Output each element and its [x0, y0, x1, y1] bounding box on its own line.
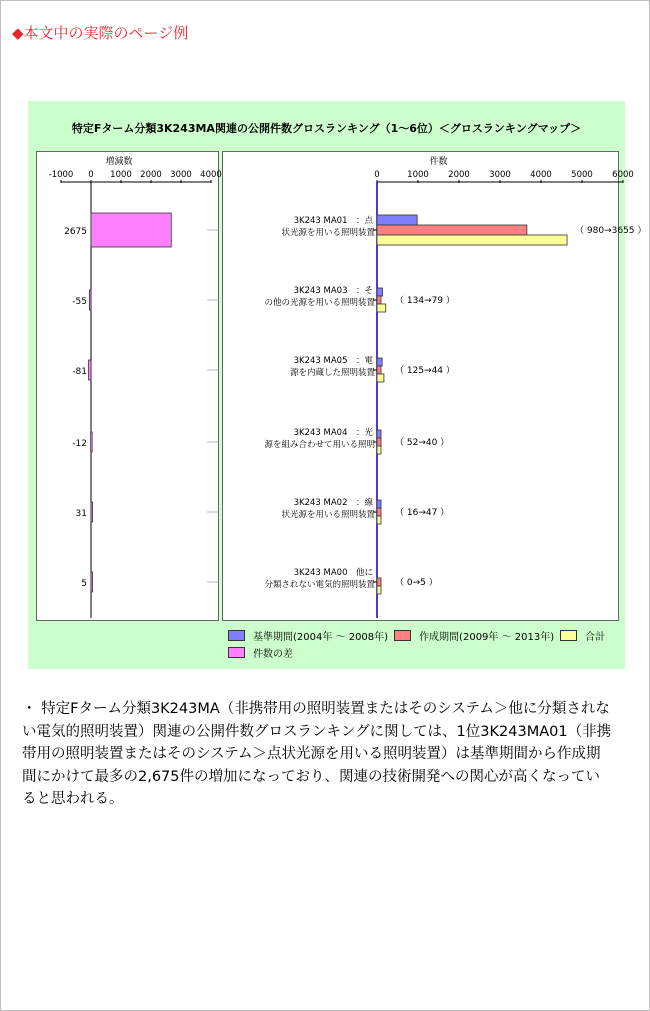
count-bar-0: [377, 288, 382, 296]
legend-label-diff: 件数の差: [253, 649, 293, 660]
legend-label-base: 基準期間(2004年 ～ 2008年): [253, 632, 389, 643]
count-category-label: 3K243 MA04 ：光: [293, 428, 373, 438]
count-tick-label: 1000: [407, 170, 429, 180]
count-category-label: 源を内蔵した照明装置: [289, 368, 375, 378]
difference-bar-chart: [37, 152, 222, 620]
body-paragraph: ・ 特定Fターム分類3K243MA（非携帯用の照明装置またはそのシステム＞他に分類されない電気的照明装置）関連の公開件数グロスランキングに関しては、1位3K243MA01（非携帯用の照明装置またはそのシステム＞点状光源を用いる照明装置）は基準期間から作成期間にかけて最多の2,675件の増加になっており、関連の技術開発への関心が高くなっていると思われる。: [22, 701, 612, 807]
chart-title: 特定Fターム分類3K243MA関連の公開件数グロスランキング（1～6位）＜グロスランキングマップ＞: [71, 122, 582, 135]
difference-tick-label: 4000: [200, 170, 222, 180]
count-category-label: 3K243 MA03 ：そ: [293, 286, 373, 296]
count-bar-2: [377, 516, 381, 524]
difference-axis-title: 増減数: [105, 157, 133, 167]
count-bar-1: [377, 366, 381, 374]
count-tick-label: 0: [374, 170, 380, 180]
legend-swatch-total: [560, 630, 577, 641]
count-tick-label: 3000: [489, 170, 511, 180]
difference-value-label: 2675: [64, 227, 87, 237]
legend-row-2: [228, 644, 611, 661]
count-bar-2: [377, 586, 381, 594]
count-change-annotation: （ 16→47 ）: [395, 508, 450, 518]
difference-panel: [36, 151, 222, 621]
count-bar-2: [377, 446, 381, 454]
count-axis-title: 件数: [429, 157, 448, 167]
count-bar-0: [377, 430, 381, 438]
difference-value-label: -55: [72, 297, 87, 307]
count-category-label: 状光源を用いる照明装置: [281, 510, 375, 520]
count-tick-label: 5000: [571, 170, 593, 180]
count-category-label: 3K243 MA01 ：点: [293, 216, 373, 226]
legend-swatch-base: [228, 630, 245, 641]
legend-row-1: [228, 627, 611, 644]
difference-value-label: -81: [72, 367, 87, 377]
difference-tick-label: 3000: [170, 170, 192, 180]
chart-legend: [228, 627, 611, 661]
difference-bar: [89, 360, 91, 380]
count-change-annotation: （ 980→3655 ）: [575, 226, 647, 236]
difference-bar: [91, 502, 93, 522]
difference-tick-label: 1000: [110, 170, 132, 180]
count-category-label: の他の光源を用いる照明装置: [264, 298, 375, 308]
count-bar-1: [377, 225, 527, 235]
count-change-annotation: （ 125→44 ）: [395, 366, 455, 376]
count-bar-0: [377, 215, 417, 225]
legend-label-total: 合計: [585, 632, 606, 643]
count-bar-0: [377, 500, 381, 508]
count-change-annotation: （ 134→79 ）: [395, 296, 455, 306]
count-tick-label: 4000: [530, 170, 552, 180]
legend-label-target: 作成期間(2009年 ～ 2013年): [419, 632, 555, 643]
count-category-label: 状光源を用いる照明装置: [281, 228, 375, 238]
count-category-label: 3K243 MA00 他に: [293, 568, 373, 578]
page-heading: ◆本文中の実際のページ例: [12, 24, 189, 42]
difference-bar: [91, 213, 171, 247]
legend-swatch-diff: [228, 647, 245, 658]
count-bar-1: [377, 508, 381, 516]
difference-bar: [89, 290, 91, 310]
legend-item-target: [394, 628, 554, 643]
difference-value-label: 5: [81, 579, 87, 589]
count-tick-label: 6000: [612, 170, 634, 180]
count-bar-2: [377, 374, 384, 382]
legend-item-diff: [228, 645, 293, 660]
difference-tick-label: -1000: [48, 170, 74, 180]
count-bar-1: [377, 578, 381, 586]
difference-bar: [91, 572, 93, 592]
count-tick-label: 2000: [448, 170, 470, 180]
difference-tick-label: 0: [88, 170, 94, 180]
difference-value-label: -12: [72, 439, 87, 449]
count-bar-1: [377, 438, 381, 446]
count-panel: [222, 151, 647, 621]
count-bar-chart: [223, 152, 647, 620]
legend-item-base: [228, 628, 388, 643]
legend-item-total: [560, 628, 605, 643]
count-category-label: 3K243 MA02 ：線: [293, 498, 373, 508]
gross-ranking-chart: [28, 101, 647, 669]
count-category-label: 分類されない電気的照明装置: [264, 580, 375, 590]
count-bar-2: [377, 235, 567, 245]
difference-tick-label: 2000: [140, 170, 162, 180]
legend-swatch-target: [394, 630, 411, 641]
count-bar-1: [377, 296, 381, 304]
count-category-label: 3K243 MA05 ：電: [293, 356, 373, 366]
count-change-annotation: （ 0→5 ）: [395, 578, 438, 588]
count-bar-0: [377, 358, 382, 366]
count-category-label: 源を組み合わせて用いる照明: [264, 440, 375, 450]
count-bar-2: [377, 304, 386, 312]
difference-bar: [91, 432, 93, 452]
difference-value-label: 31: [75, 509, 87, 519]
count-change-annotation: （ 52→40 ）: [395, 438, 450, 448]
